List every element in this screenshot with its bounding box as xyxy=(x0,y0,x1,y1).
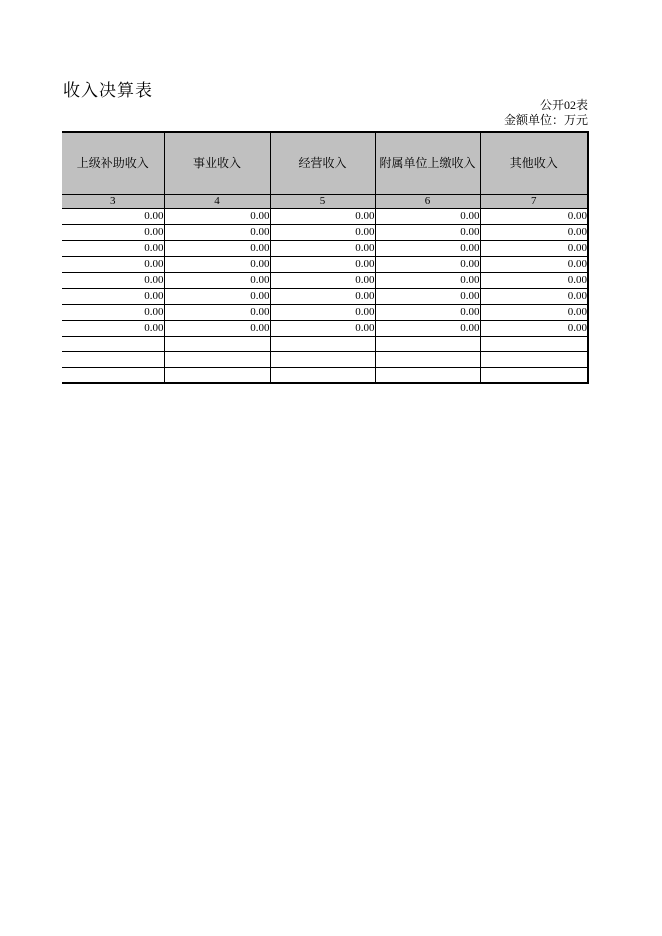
column-header-3: 经营收入 xyxy=(270,132,375,194)
column-header-4: 附属单位上缴收入 xyxy=(375,132,480,194)
empty-cell xyxy=(62,336,164,352)
table-row xyxy=(62,256,588,272)
data-cell: 0.00 xyxy=(62,224,164,240)
empty-row xyxy=(62,367,588,383)
data-cell: 0.00 xyxy=(270,272,375,288)
page-title: 收入决算表 xyxy=(63,81,153,100)
data-cell: 0.00 xyxy=(375,208,480,224)
data-cell: 0.00 xyxy=(480,240,588,256)
empty-cell xyxy=(164,352,270,368)
table-row xyxy=(62,208,588,224)
data-cell: 0.00 xyxy=(480,288,588,304)
data-cell: 0.00 xyxy=(480,224,588,240)
data-cell: 0.00 xyxy=(164,320,270,336)
column-index-1: 3 xyxy=(62,194,164,208)
data-cell: 0.00 xyxy=(375,240,480,256)
unit-label: 金额单位：万元 xyxy=(503,113,588,127)
data-cell: 0.00 xyxy=(480,272,588,288)
column-index-3: 5 xyxy=(270,194,375,208)
column-header-row xyxy=(62,132,588,194)
empty-cell xyxy=(164,367,270,383)
data-cell: 0.00 xyxy=(62,272,164,288)
data-cell: 0.00 xyxy=(480,208,588,224)
empty-cell xyxy=(480,367,588,383)
data-cell: 0.00 xyxy=(62,288,164,304)
table-row xyxy=(62,304,588,320)
table-row xyxy=(62,240,588,256)
data-cell: 0.00 xyxy=(270,208,375,224)
data-cell: 0.00 xyxy=(164,256,270,272)
table-head xyxy=(62,132,588,208)
data-cell: 0.00 xyxy=(270,288,375,304)
empty-row xyxy=(62,336,588,352)
column-index-4: 6 xyxy=(375,194,480,208)
data-cell: 0.00 xyxy=(62,320,164,336)
data-cell: 0.00 xyxy=(164,208,270,224)
column-header-5: 其他收入 xyxy=(480,132,588,194)
empty-cell xyxy=(164,336,270,352)
table-row xyxy=(62,272,588,288)
data-cell: 0.00 xyxy=(164,288,270,304)
data-cell: 0.00 xyxy=(270,304,375,320)
data-cell: 0.00 xyxy=(164,272,270,288)
data-cell: 0.00 xyxy=(375,256,480,272)
data-cell: 0.00 xyxy=(480,256,588,272)
table-row xyxy=(62,224,588,240)
empty-cell xyxy=(480,352,588,368)
empty-cell xyxy=(270,352,375,368)
income-table xyxy=(62,131,589,384)
data-cell: 0.00 xyxy=(480,320,588,336)
column-index-5: 7 xyxy=(480,194,588,208)
data-cell: 0.00 xyxy=(270,240,375,256)
table-meta xyxy=(62,98,588,128)
table-code: 公开02表 xyxy=(539,98,588,112)
data-cell: 0.00 xyxy=(375,272,480,288)
data-cell: 0.00 xyxy=(375,304,480,320)
data-cell: 0.00 xyxy=(270,320,375,336)
data-cell: 0.00 xyxy=(164,304,270,320)
column-index-2: 4 xyxy=(164,194,270,208)
income-table-wrapper xyxy=(62,131,588,384)
data-cell: 0.00 xyxy=(62,208,164,224)
table-row xyxy=(62,288,588,304)
data-cell: 0.00 xyxy=(164,240,270,256)
empty-row xyxy=(62,352,588,368)
data-cell: 0.00 xyxy=(375,320,480,336)
data-cell: 0.00 xyxy=(62,304,164,320)
empty-cell xyxy=(480,336,588,352)
table-row xyxy=(62,320,588,336)
column-header-2: 事业收入 xyxy=(164,132,270,194)
data-cell: 0.00 xyxy=(270,224,375,240)
empty-cell xyxy=(62,367,164,383)
empty-cell xyxy=(270,367,375,383)
data-cell: 0.00 xyxy=(270,256,375,272)
data-cell: 0.00 xyxy=(375,288,480,304)
column-header-1: 上级补助收入 xyxy=(62,132,164,194)
data-cell: 0.00 xyxy=(164,224,270,240)
empty-cell xyxy=(375,352,480,368)
empty-cell xyxy=(375,367,480,383)
empty-cell xyxy=(375,336,480,352)
column-index-row xyxy=(62,194,588,208)
table-body xyxy=(62,208,588,383)
empty-cell xyxy=(62,352,164,368)
data-cell: 0.00 xyxy=(480,304,588,320)
data-cell: 0.00 xyxy=(62,240,164,256)
data-cell: 0.00 xyxy=(375,224,480,240)
data-cell: 0.00 xyxy=(62,256,164,272)
empty-cell xyxy=(270,336,375,352)
